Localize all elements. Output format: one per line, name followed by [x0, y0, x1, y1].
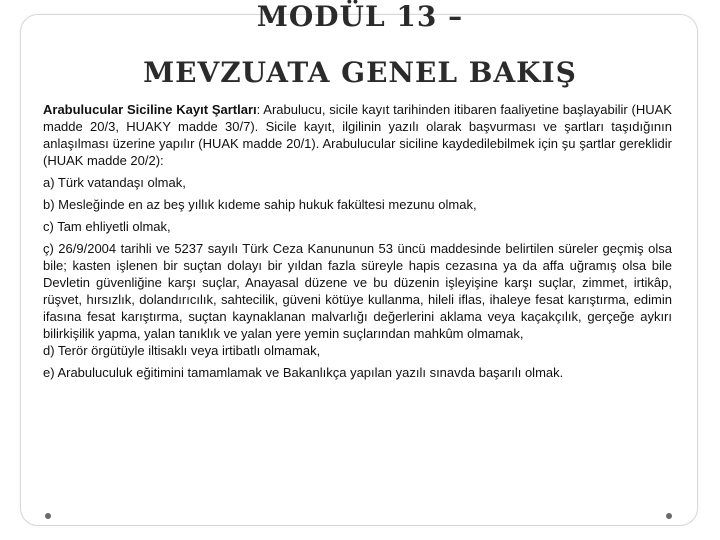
intro-paragraph	[43, 101, 672, 169]
intro-heading: Arabulucular Siciline Kayıt Şartları	[43, 102, 257, 117]
slide-title-line-1: MODÜL 13 –	[256, 0, 464, 33]
slide-title-line-2: MEVZUATA GENEL BAKIŞ	[143, 56, 577, 89]
list-item-a: a) Türk vatandaşı olmak,	[43, 175, 186, 190]
list-item-e: e) Arabuluculuk eğitimini tamamlamak ve Bakanlıkça yapılan yazılı sınavda başarılı olmak.	[43, 365, 564, 380]
slide-body	[43, 101, 672, 381]
bottom-left-dot-icon	[45, 513, 51, 519]
list-item-b: b) Mesleğinde en az beş yıllık kıdeme sahip hukuk fakültesi mezunu olmak,	[43, 197, 477, 212]
list-item-d: d) Terör örgütüyle iltisaklı veya irtibatlı olmamak,	[43, 343, 321, 358]
bottom-right-dot-icon	[666, 513, 672, 519]
list-item-cc: ç) 26/9/2004 tarihli ve 5237 sayılı Türk Ceza Kanununun 53 üncü maddesinde belirtilen süreler geçmiş olsa bile; kasten işlenen bir suçtan dolayı bir yıldan fazla süreyle hapis cezasına ya da affa uğramış olsa bile Devletin güvenliğine karşı suçlar, Anayasal düzene ve bu düzenin işleyişine karşı suçlar, zimmet, irtikâp, rüşvet, hırsızlık, dolandırıcılık, sahtecilik, güveni kötüye kullanma, hileli iflas, ihaleye fesat karıştırma, edimin ifasına fesat karıştırma, suçtan kaynaklanan malvarlığı değerlerini aklama veya kaçakçılık, gerçeğe aykırı bilirkişilik yapma, yalan tanıklık ve yalan yere yemin suçlarından mahkûm olmamak,	[43, 241, 672, 341]
list-item-c: c) Tam ehliyetli olmak,	[43, 219, 171, 234]
intro-text: : Arabulucu, sicile kayıt tarihinden itibaren faaliyetine başlayabilir (HUAK madde 20/3, HUAKY madde 30/7). Sicile kayıt, ilgilinin yazılı olarak başvurması ve şartları taşıdığının anlaşılması üzerine yapılır (HUAK madde 20/1). Arabulucular siciline kaydedilebilmek için şu şartlar gereklidir (HUAK madde 20/2):	[43, 102, 672, 168]
